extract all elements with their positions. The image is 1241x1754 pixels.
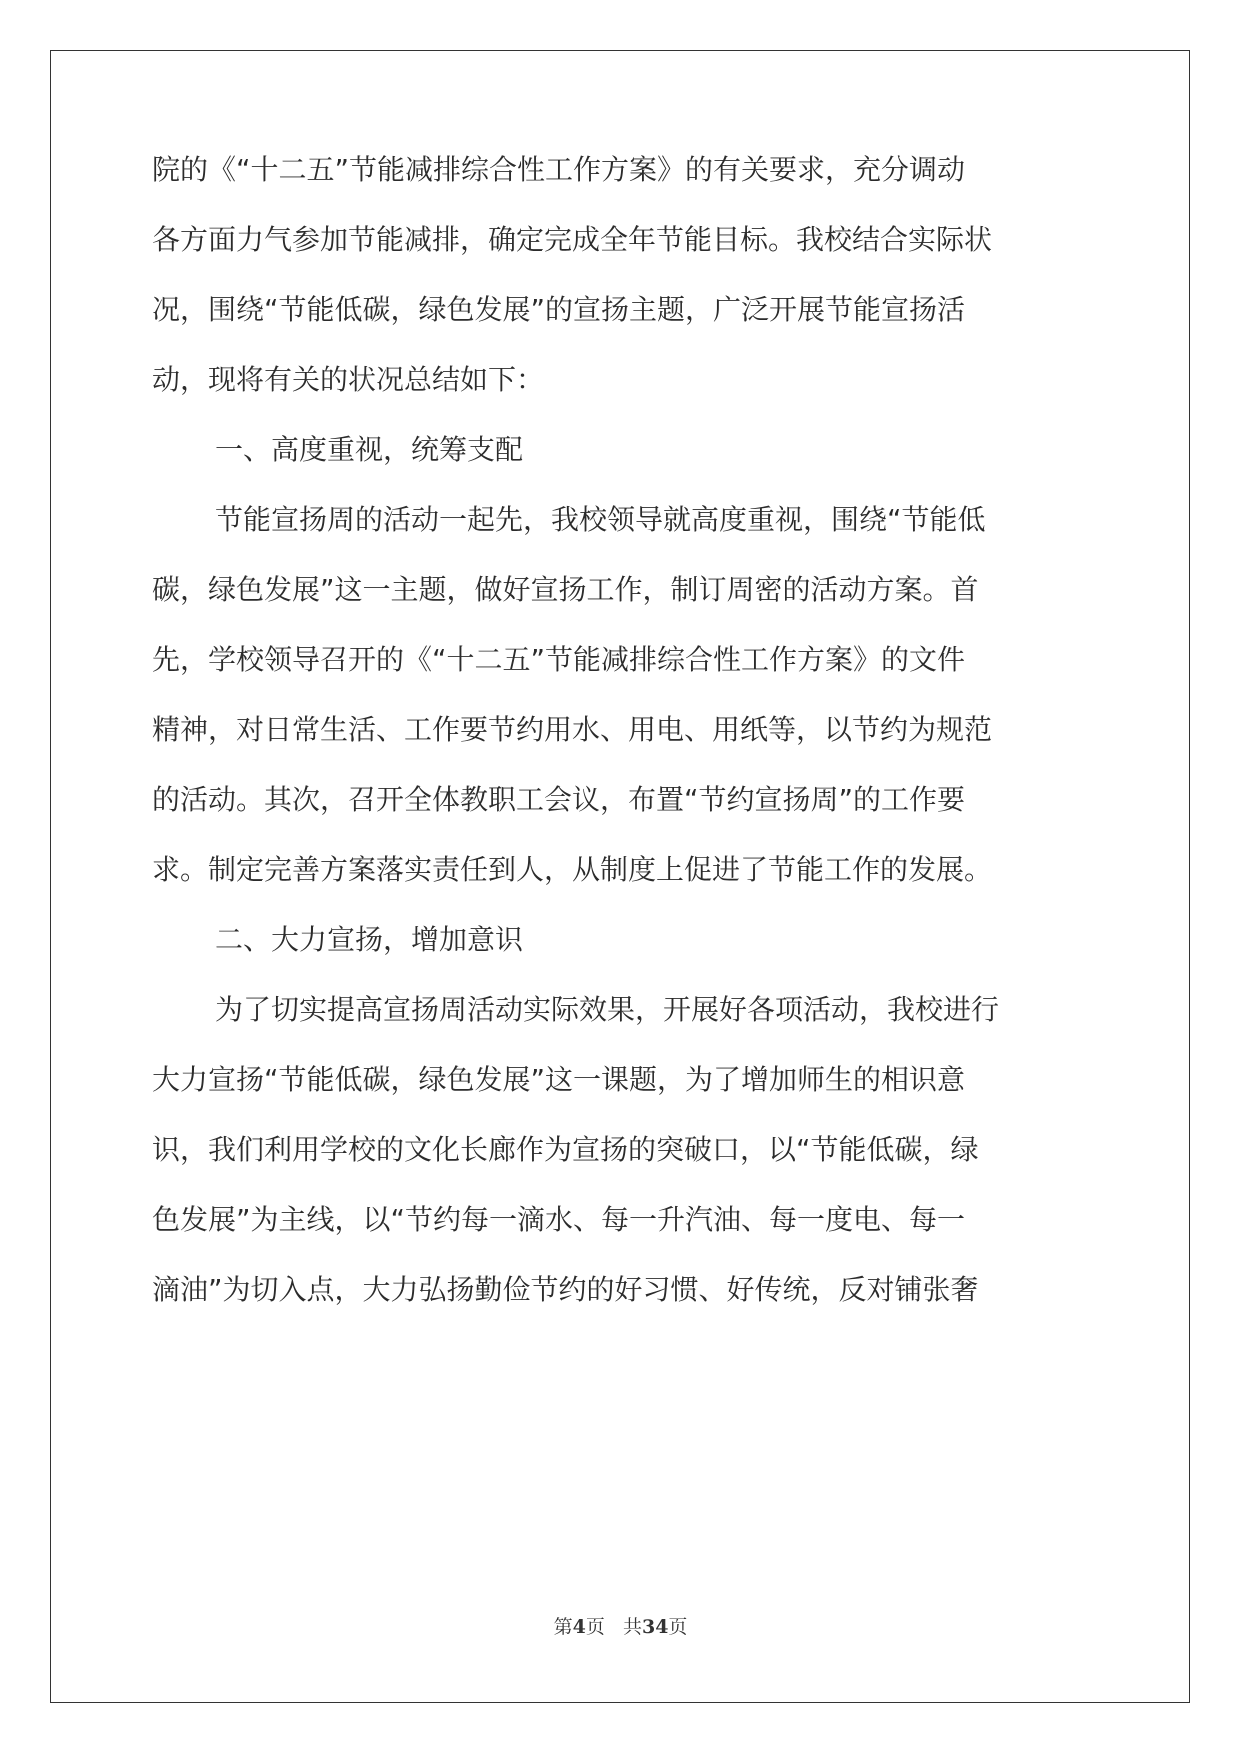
- page-suffix: 页: [585, 1616, 605, 1638]
- text-line: 求。制定完善方案落实责任到人，从制度上促进了节能工作的发展。: [152, 853, 993, 886]
- text-line: 节能宣扬周的活动一起先，我校领导就高度重视，围绕“节能低: [215, 503, 986, 536]
- text-line: 的活动。其次，召开全体教职工会议，布置“节约宣扬周”的工作要: [152, 783, 966, 816]
- text-line: 先，学校领导召开的《“十二五”节能减排综合性工作方案》的文件: [152, 643, 966, 676]
- text-line: 精神，对日常生活、工作要节约用水、用电、用纸等，以节约为规范: [152, 713, 993, 746]
- section-heading: 一、高度重视，统筹支配: [215, 433, 524, 466]
- total-prefix: 共: [622, 1616, 642, 1638]
- text-line: 动，现将有关的状况总结如下：: [152, 363, 545, 396]
- text-line: 色发展”为主线，以“节约每一滴水、每一升汽油、每一度电、每一: [152, 1203, 966, 1236]
- text-line: 滴油”为切入点，大力弘扬勤俭节约的好习惯、好传统，反对铺张奢: [152, 1273, 979, 1306]
- text-line: 碳，绿色发展”这一主题，做好宣扬工作，制订周密的活动方案。首: [152, 573, 979, 606]
- text-line: 各方面力气参加节能减排，确定完成全年节能目标。我校结合实际状: [152, 223, 993, 256]
- total-pages: 34: [641, 1616, 669, 1638]
- text-line: 院的《“十二五”节能减排综合性工作方案》的有关要求，充分调动: [152, 153, 966, 186]
- page-number: 4: [572, 1616, 586, 1638]
- text-line: 况，围绕“节能低碳，绿色发展”的宣扬主题，广泛开展节能宣扬活: [152, 293, 966, 326]
- page-footer: [0, 1612, 1241, 1639]
- page-prefix: 第: [553, 1616, 573, 1638]
- total-suffix: 页: [668, 1616, 688, 1638]
- text-line: 为了切实提高宣扬周活动实际效果，开展好各项活动，我校进行: [215, 993, 1000, 1026]
- section-heading: 二、大力宣扬，增加意识: [215, 923, 524, 956]
- text-line: 大力宣扬“节能低碳，绿色发展”这一课题，为了增加师生的相识意: [152, 1063, 966, 1096]
- text-line: 识，我们利用学校的文化长廊作为宣扬的突破口，以“节能低碳，绿: [152, 1133, 979, 1166]
